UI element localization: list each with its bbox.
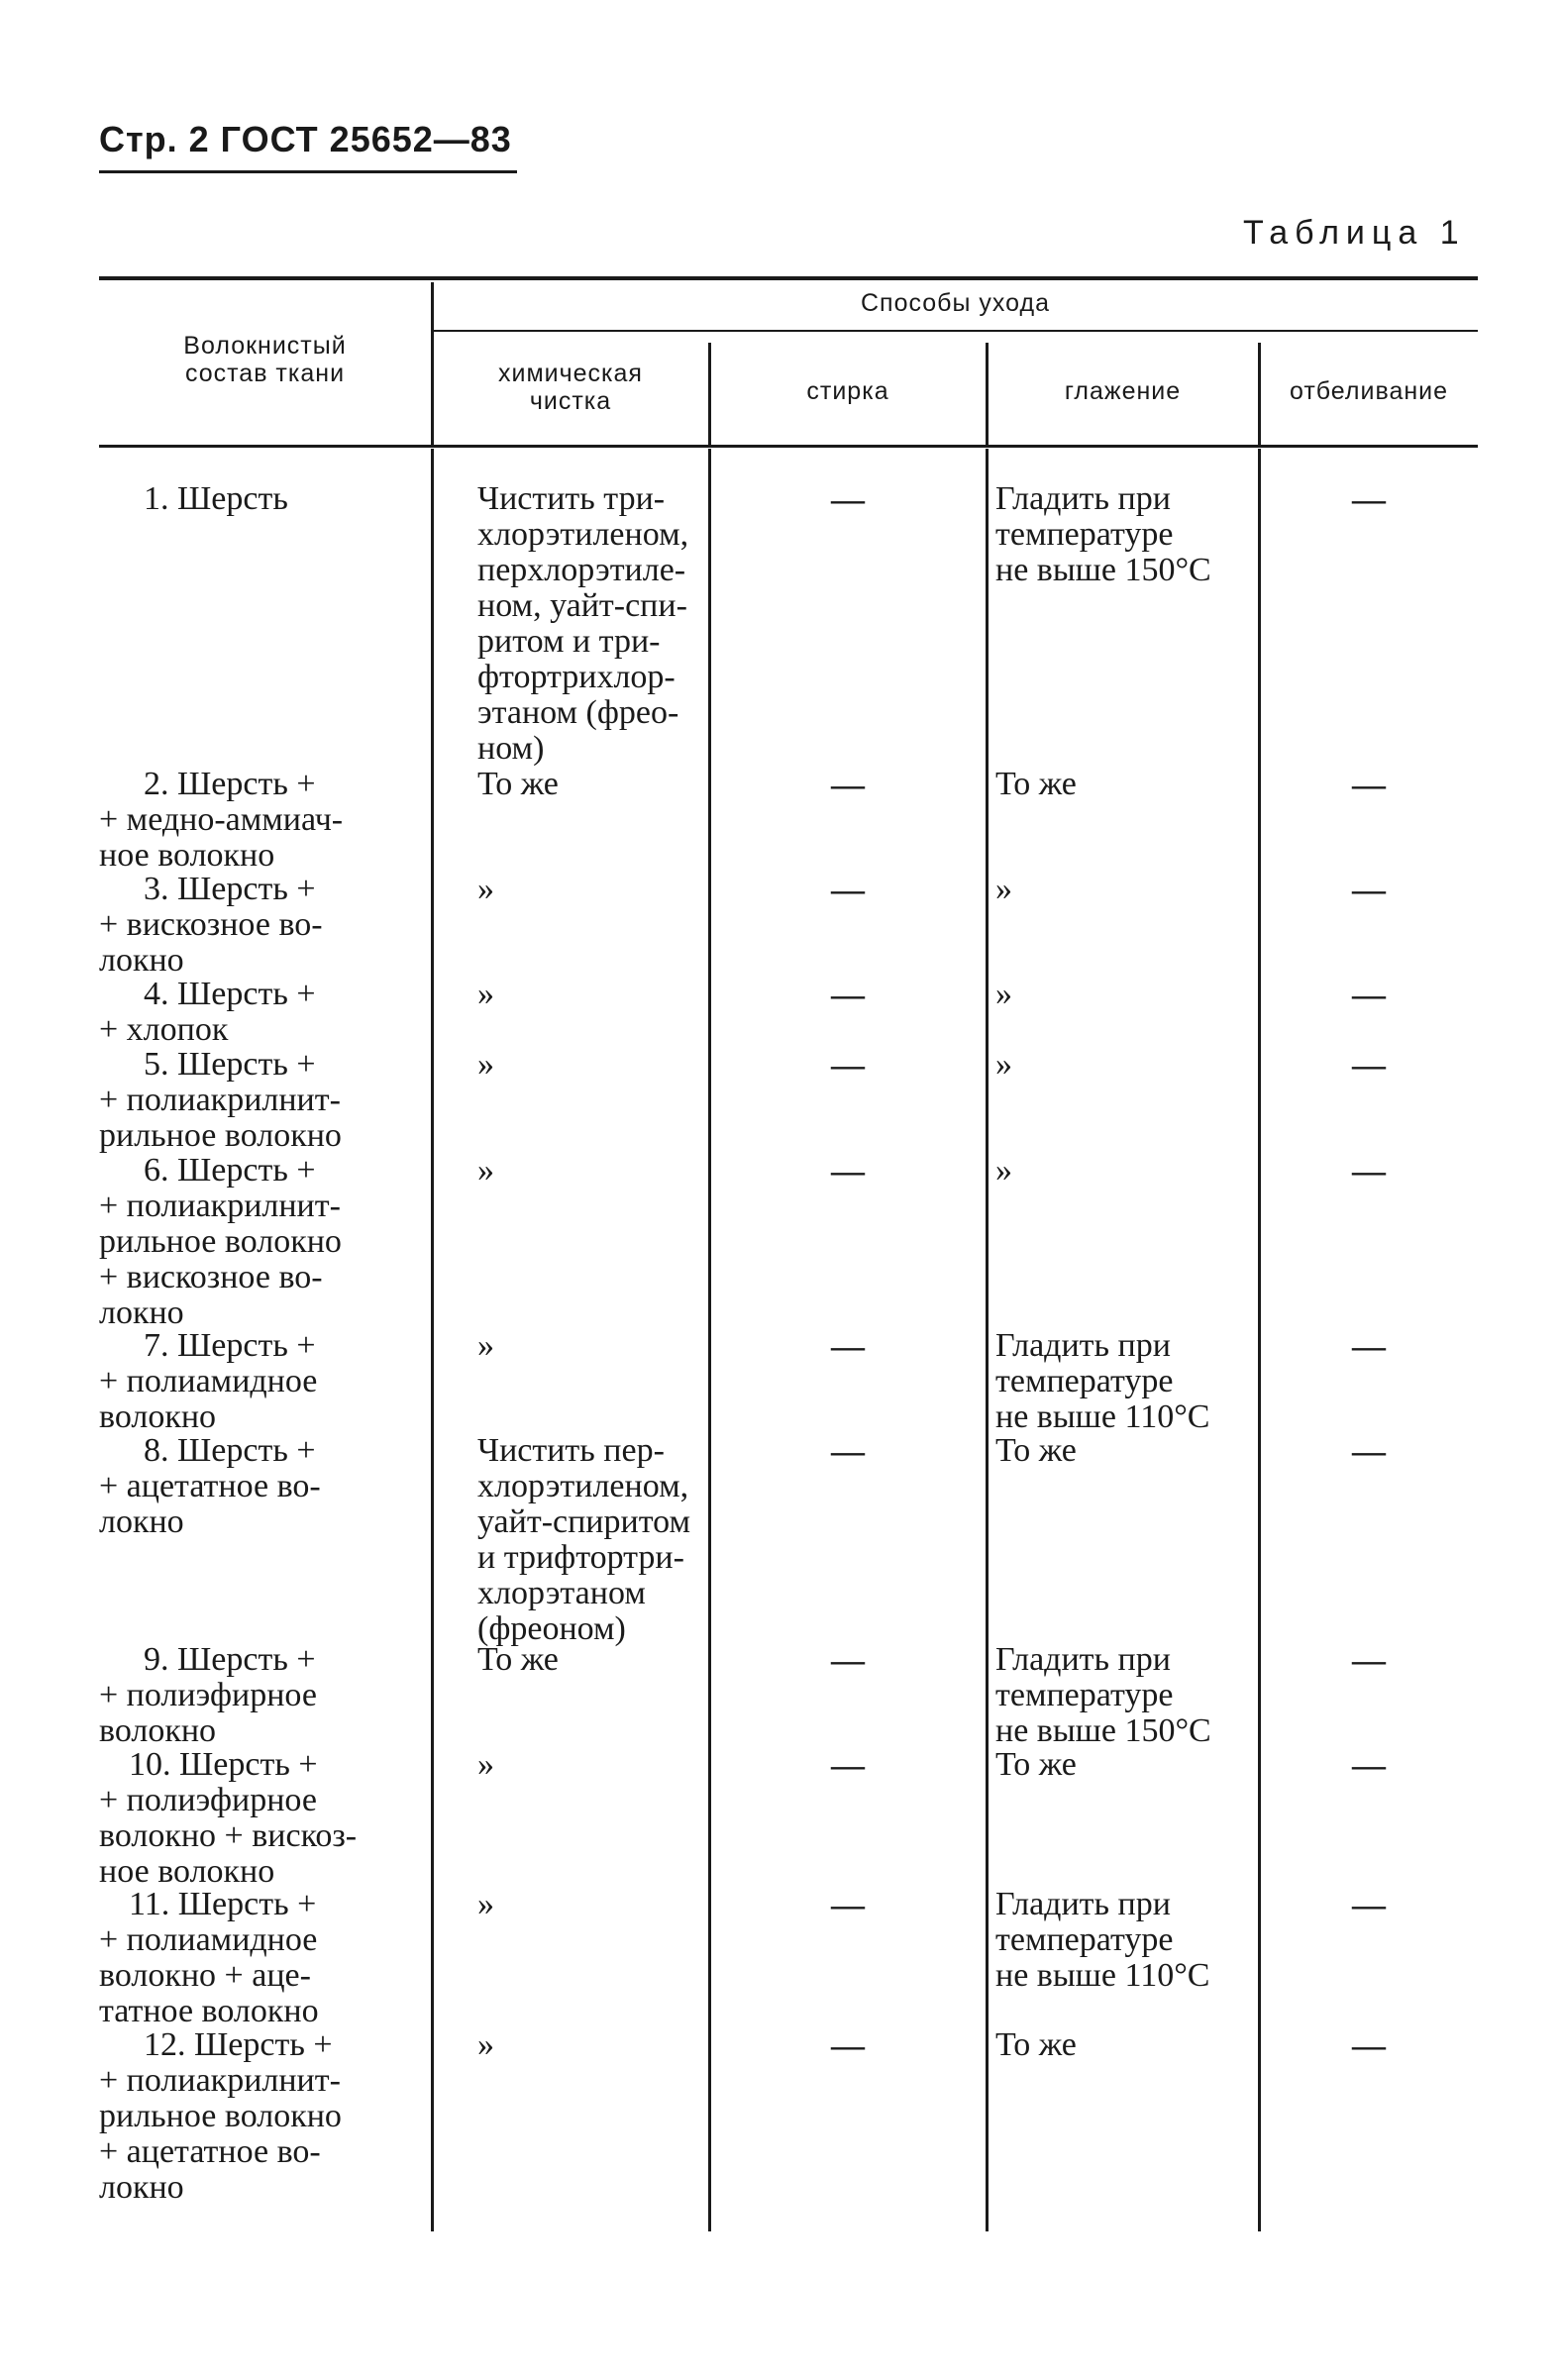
column-header-fiber: Волокнистый состав ткани [183,332,347,387]
body-divider-1 [431,449,434,2231]
fiber-continuation: татное волокно [99,1993,319,2029]
cell-wash-1: — [831,481,865,518]
cell-iron-1: Гладить при температуре не выше 150°С [995,480,1211,588]
cell-fiber-9 [99,1642,431,1749]
cell-bleach-2: — [1352,767,1386,803]
cell-dry-5: » [477,1046,494,1083]
cell-wash-5: — [831,1047,865,1084]
cell-iron-3: » [995,871,1012,907]
cell-wash-8: — [831,1433,865,1470]
cell-iron-10: То же [995,1746,1077,1783]
cell-fiber-1 [99,481,431,517]
column-header-bleaching: отбеливание [1289,377,1449,405]
fiber-continuation: волокно + вискоз- [99,1817,358,1854]
cell-fiber-7 [99,1328,431,1435]
cell-iron-7: Гладить при температуре не выше 110°С [995,1327,1210,1435]
cell-dry-1: Чистить три- хлорэтиленом, перхлорэтиле- ном, уайт-спи- ритом и три- фтортрихлор- этаном (фрео- ном) [477,480,689,767]
fiber-name: 11. Шерсть + [129,1886,317,1922]
cell-wash-11: — [831,1887,865,1923]
cell-bleach-11: — [1352,1887,1386,1923]
cell-iron-6: » [995,1152,1012,1189]
fiber-continuation: + полиакрилнит- [99,1082,341,1118]
cell-wash-6: — [831,1153,865,1190]
fiber-name: 7. Шерсть + [144,1327,316,1364]
column-header-care-methods: Способы ухода [861,289,1050,317]
cell-bleach-6: — [1352,1153,1386,1190]
header-underline [99,170,517,173]
fiber-continuation: волокно [99,1712,217,1749]
column-header-ironing: глажение [1064,377,1182,405]
fiber-continuation: + ацетатное во- [99,2133,321,2170]
fiber-continuation: рильное волокно [99,1117,342,1154]
fiber-continuation: + полиэфирное [99,1677,317,1713]
cell-bleach-12: — [1352,2027,1386,2064]
fiber-name: 10. Шерсть + [129,1746,318,1783]
cell-fiber-4 [99,977,431,1048]
column-header-washing: стирка [806,377,889,405]
cell-fiber-3 [99,872,431,979]
cell-wash-2: — [831,767,865,803]
fiber-continuation: локно [99,1294,184,1331]
cell-dry-7: » [477,1327,494,1364]
fiber-continuation: + вискозное во- [99,906,323,943]
cell-dry-3: » [477,871,494,907]
fiber-name: 3. Шерсть + [144,871,316,907]
cell-wash-9: — [831,1642,865,1679]
fiber-continuation: рильное волокно [99,1223,342,1260]
fiber-continuation: ное волокно [99,837,275,874]
cell-dry-11: » [477,1886,494,1922]
fiber-continuation: + полиэфирное [99,1782,317,1818]
cell-fiber-5 [99,1047,431,1154]
cell-dry-4: » [477,976,494,1012]
fiber-name: 9. Шерсть + [144,1641,316,1678]
fiber-name: 4. Шерсть + [144,976,316,1012]
fiber-name: 6. Шерсть + [144,1152,316,1189]
cell-wash-3: — [831,872,865,908]
cell-wash-10: — [831,1747,865,1784]
column-header-dry-cleaning: химическая чистка [498,360,643,415]
fiber-continuation: локно [99,2169,184,2206]
cell-iron-5: » [995,1046,1012,1083]
fiber-continuation: + ацетатное во- [99,1468,321,1504]
fiber-name: 5. Шерсть + [144,1046,316,1083]
cell-fiber-6 [99,1153,431,1331]
fiber-continuation: + полиакрилнит- [99,2062,341,2099]
cell-bleach-4: — [1352,977,1386,1013]
fiber-name: 8. Шерсть + [144,1432,316,1469]
table-label: Таблица 1 [1243,214,1466,252]
cell-wash-4: — [831,977,865,1013]
cell-iron-4: » [995,976,1012,1012]
cell-dry-6: » [477,1152,494,1189]
cell-bleach-7: — [1352,1328,1386,1365]
cell-dry-10: » [477,1746,494,1783]
fiber-continuation: + медно-аммиач- [99,801,344,838]
cell-fiber-11 [99,1887,431,2029]
cell-iron-11: Гладить при температуре не выше 110°С [995,1886,1210,1994]
cell-iron-2: То же [995,766,1077,802]
cell-dry-9: То же [477,1641,559,1678]
fiber-continuation: локно [99,1503,184,1540]
fiber-continuation: волокно + аце- [99,1957,311,1994]
body-divider-3 [986,449,989,2231]
cell-iron-9: Гладить при температуре не выше 150°С [995,1641,1211,1749]
cell-fiber-12 [99,2027,431,2206]
fiber-continuation: рильное волокно [99,2098,342,2134]
cell-dry-12: » [477,2026,494,2063]
fiber-continuation: локно [99,942,184,979]
table-top-rule [99,276,1478,280]
care-methods-rule [433,330,1478,332]
fiber-name: 12. Шерсть + [144,2026,333,2063]
fiber-continuation: + вискозное во- [99,1259,323,1295]
cell-wash-12: — [831,2027,865,2064]
cell-bleach-8: — [1352,1433,1386,1470]
fiber-continuation: + полиамидное [99,1921,318,1958]
page-header: Стр. 2 ГОСТ 25652—83 [99,119,512,159]
cell-bleach-10: — [1352,1747,1386,1784]
fiber-continuation: ное волокно [99,1853,275,1890]
cell-wash-7: — [831,1328,865,1365]
cell-iron-8: То же [995,1432,1077,1469]
fiber-continuation: + хлопок [99,1011,229,1048]
fiber-name: 1. Шерсть [144,480,288,517]
cell-fiber-10 [99,1747,431,1890]
cell-fiber-8 [99,1433,431,1540]
cell-fiber-2 [99,767,431,874]
cell-bleach-3: — [1352,872,1386,908]
fiber-continuation: + полиамидное [99,1363,318,1399]
fiber-continuation: + полиакрилнит- [99,1188,341,1224]
cell-bleach-9: — [1352,1642,1386,1679]
fiber-name: 2. Шерсть + [144,766,316,802]
header-bottom-rule [99,445,1478,448]
cell-bleach-5: — [1352,1047,1386,1084]
cell-dry-8: Чистить пер- хлорэтиленом, уайт-спиритом и трифтортри- хлорэтаном (фреоном) [477,1432,690,1647]
fiber-continuation: волокно [99,1398,217,1435]
cell-bleach-1: — [1352,481,1386,518]
cell-iron-12: То же [995,2026,1077,2063]
cell-dry-2: То же [477,766,559,802]
